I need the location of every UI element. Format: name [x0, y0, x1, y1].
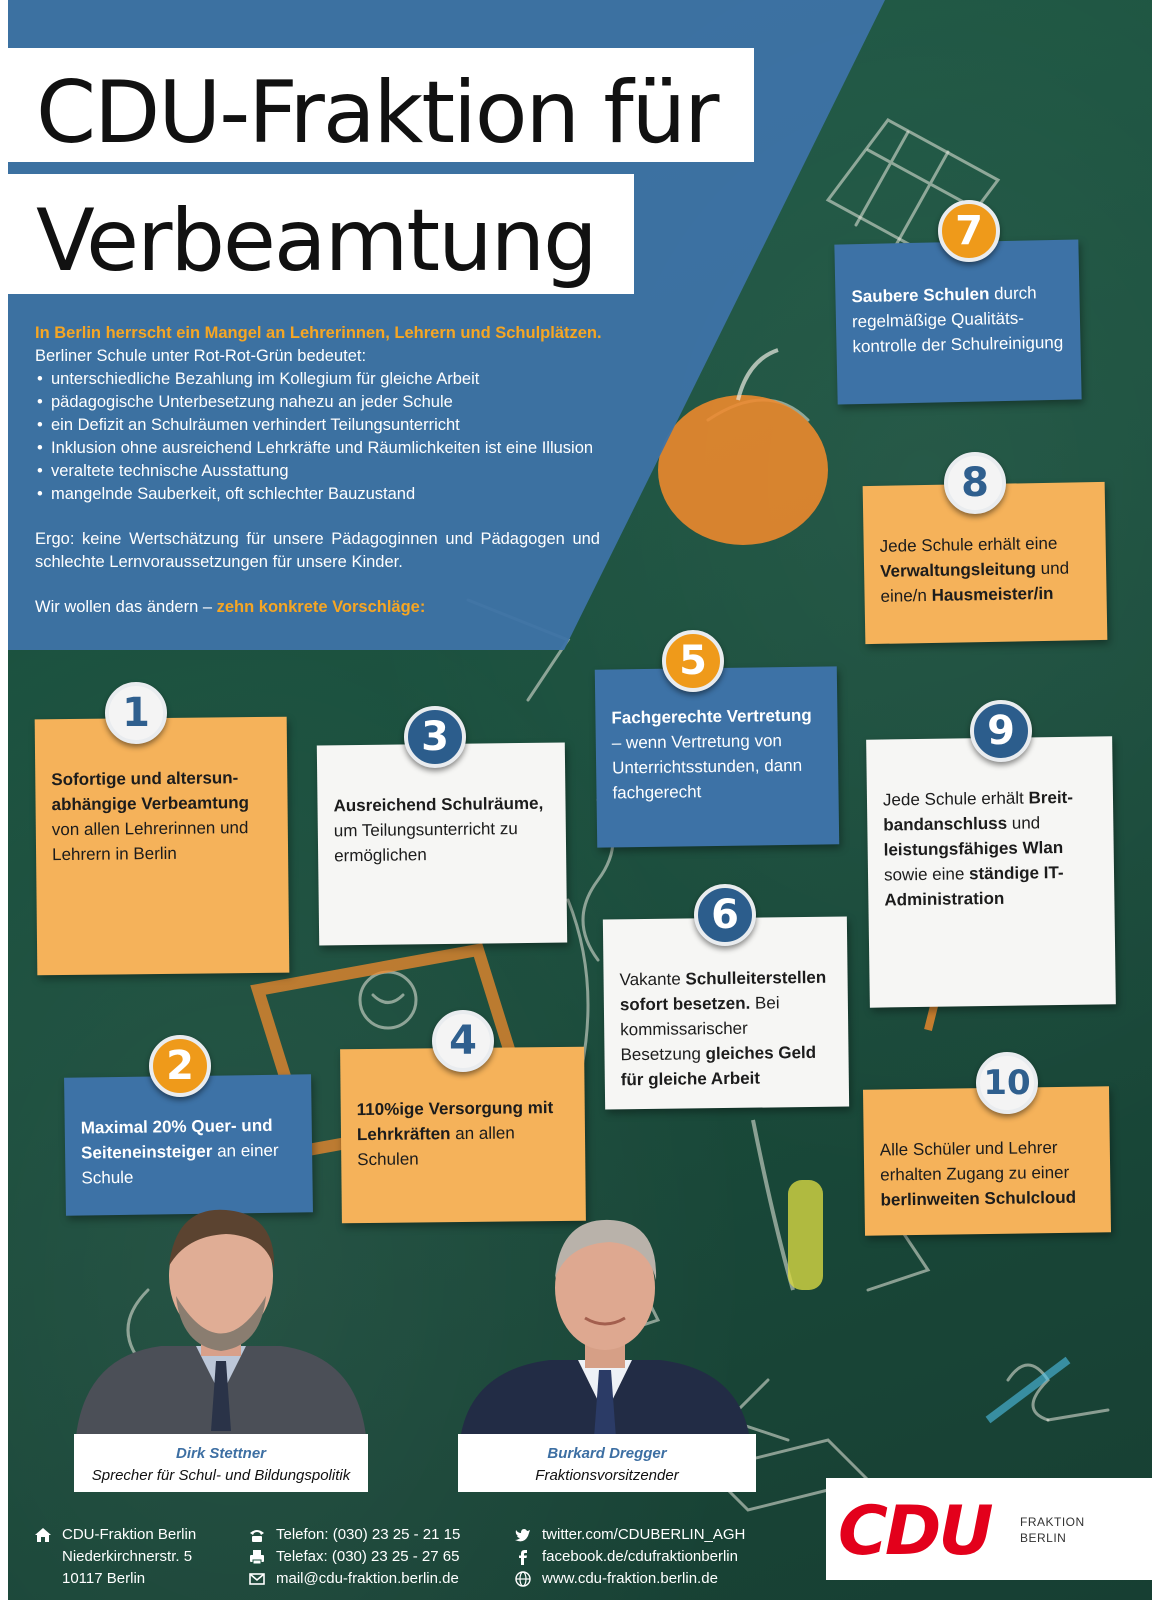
proposal-text-run: Jede Schule erhält	[882, 788, 1029, 810]
intro-call-to-change	[35, 596, 635, 619]
mail-icon	[248, 1570, 266, 1588]
proposal-text-bold: Sofortige und altersun-abhängige Verbeamtung	[51, 768, 250, 815]
proposal-text-bold: Schulleiterstellen sofort besetzen.	[619, 967, 827, 1015]
fax-icon	[248, 1548, 266, 1566]
proposal-text-bold: berlinweiten Schulcloud	[880, 1187, 1077, 1210]
poster	[8, 0, 1152, 1600]
badge-number-10: 10	[976, 1052, 1038, 1114]
intro-lead: Berliner Schule unter Rot-Rot-Grün bedeutet:	[35, 347, 367, 365]
proposal-text-bold: Hausmeister/in	[931, 583, 1054, 605]
proposal-text	[879, 530, 1090, 609]
address-line-1: CDU-Fraktion Berlin	[62, 1526, 197, 1543]
badge-number-5: 5	[662, 630, 724, 692]
address-line-2: Niederkirchnerstr. 5	[62, 1548, 193, 1565]
proposal-text-bold: Ausreichend Schulräume,	[333, 793, 544, 816]
proposal-text-run: Jede Schule erhält eine	[879, 533, 1058, 556]
proposal-card-4	[340, 1047, 586, 1224]
facebook-link[interactable]: facebook.de/cdufraktionberlin	[542, 1548, 738, 1565]
person-caption-1	[74, 1434, 368, 1492]
intro-headline: In Berlin herrscht ein Mangel an Lehrerinnen, Lehrern und Schulplätzen.	[35, 324, 602, 342]
proposal-text-bold: ständige IT-Administration	[884, 862, 1064, 910]
proposal-text-run: an einer Schule	[81, 1140, 279, 1188]
proposal-text-run: und eine/n	[880, 558, 1070, 606]
proposal-text-run: durch regelmäßige Qualitäts-kontrolle der Schulreinigung	[851, 283, 1064, 357]
twitter-icon	[514, 1526, 532, 1544]
proposal-text	[51, 765, 272, 867]
badge-number-7: 7	[938, 200, 1000, 262]
page-title-line-1: CDU-Fraktion für	[8, 48, 754, 162]
page-title-line-2: Verbeamtung	[8, 174, 634, 294]
facebook-icon	[514, 1548, 532, 1566]
portrait-photo-1	[76, 1196, 366, 1436]
badge-number-2: 2	[149, 1035, 211, 1097]
proposal-text-run: Alle Schüler und Lehrer erhalten Zugang zu einer	[879, 1138, 1070, 1185]
proposal-text	[611, 703, 822, 806]
website-link[interactable]: www.cdu-fraktion.berlin.de	[542, 1570, 718, 1587]
proposal-text-bold: Verwaltungsleitung	[879, 559, 1037, 581]
intro-text	[35, 322, 635, 619]
cdu-logo	[826, 1478, 1152, 1580]
portrait-photo-2	[460, 1200, 750, 1440]
fax-number: Telefax: (030) 23 25 - 27 65	[276, 1548, 460, 1565]
twitter-link[interactable]: twitter.com/CDUBERLIN_AGH	[542, 1526, 746, 1543]
cdu-logo-sub1: FRAKTION	[1020, 1515, 1085, 1529]
proposal-card-9	[866, 736, 1116, 1007]
proposal-card-1	[35, 717, 290, 976]
proposal-text	[81, 1113, 297, 1191]
proposal-text-run: Bei kommissarischer Besetzung	[620, 993, 780, 1065]
intro-bullet-list	[35, 368, 635, 506]
intro-bullet: • Inklusion ohne ausreichend Lehrkräfte und Räumlichkeiten ist eine Illusion	[35, 437, 635, 460]
intro-bullet: • mangelnde Sauberkeit, oft schlechter Bauzustand	[35, 483, 635, 506]
person-name: Burkard Dregger	[547, 1445, 667, 1462]
cdu-wordmark-text: CDU	[838, 1492, 991, 1568]
badge-number-1: 1	[105, 682, 167, 744]
badge-number-3: 3	[404, 706, 466, 768]
badge-number-9: 9	[970, 700, 1032, 762]
proposal-card-10	[863, 1086, 1111, 1235]
proposal-text-bold: Maximal 20% Quer- und Seiteneinsteiger	[80, 1115, 273, 1163]
person-name: Dirk Stettner	[175, 1445, 267, 1462]
contact-web-block	[514, 1524, 745, 1590]
proposal-card-5	[595, 666, 839, 847]
proposal-text-run: sowie eine	[883, 864, 970, 885]
address-line-3: 10117 Berlin	[62, 1570, 146, 1587]
proposal-text	[883, 785, 1099, 913]
intro-bullet: • unterschiedliche Bezahlung im Kollegium für gleiche Arbeit	[35, 368, 635, 391]
contact-address	[34, 1524, 196, 1590]
proposal-text-run: an allen Schulen	[357, 1123, 515, 1170]
proposal-text	[880, 1135, 1095, 1213]
contact-phone-block	[248, 1524, 460, 1590]
proposal-card-3	[317, 742, 567, 945]
intro-bullet: • pädagogische Unterbesetzung nahezu an jeder Schule	[35, 391, 635, 414]
badge-number-4: 4	[432, 1010, 494, 1072]
cdu-wordmark	[834, 1488, 1010, 1568]
proposal-card-7	[834, 239, 1081, 404]
proposal-text-bold: gleiches Geld für gleiche Arbeit	[620, 1042, 817, 1090]
cdu-logo-sub2: BERLIN	[1020, 1531, 1067, 1545]
intro-change-prefix: Wir wollen das ändern –	[35, 598, 217, 616]
proposal-text-bold: Saubere Schulen	[851, 284, 990, 307]
phone-number[interactable]: Telefon: (030) 23 25 - 21 15	[276, 1526, 461, 1543]
person-role: Fraktionsvorsitzender	[535, 1467, 679, 1484]
badge-number-6: 6	[694, 884, 756, 946]
proposal-text	[619, 965, 833, 1093]
proposal-text	[851, 280, 1065, 359]
proposal-text-bold: Fachgerechte Vertretung	[611, 705, 812, 728]
globe-icon	[514, 1570, 532, 1588]
proposal-text	[357, 1095, 570, 1172]
proposal-text-run: – wenn Vertretung von Unterrichtsstunden, dann fachgerecht	[611, 731, 803, 803]
intro-bullet: • ein Defizit an Schulräumen verhindert Teilungsunterricht	[35, 414, 635, 437]
intro-change-highlight: zehn konkrete Vorschläge:	[216, 598, 426, 616]
badge-number-8: 8	[944, 452, 1006, 514]
intro-ergo: Ergo: keine Wertschätzung für unsere Pädagoginnen und Pädagogen und schlechte Lernvoraussetzungen für unsere Kinder.	[35, 530, 600, 571]
cdu-logo-subtitle	[1020, 1514, 1085, 1546]
proposal-text-run: von allen Lehrerinnen und Lehrern in Berlin	[51, 818, 249, 865]
mail-link[interactable]: mail@cdu-fraktion.berlin.de	[276, 1570, 459, 1587]
proposal-text-run: um Teilungsunterricht zu ermöglichen	[333, 819, 518, 866]
phone-icon	[248, 1526, 266, 1544]
proposal-text-run: und	[1006, 813, 1041, 833]
person-role: Sprecher für Schul- und Bildungspolitik	[91, 1467, 351, 1484]
person-caption-2	[458, 1434, 756, 1492]
proposal-text-bold: leistungsfähiges Wlan	[883, 837, 1064, 860]
proposal-text	[333, 791, 550, 869]
intro-bullet: • veraltete technische Ausstattung	[35, 460, 635, 483]
proposal-text-run: Vakante	[619, 969, 686, 990]
proposal-text-bold: 110%ige Versorgung mit Lehrkräften	[356, 1098, 554, 1145]
home-icon	[34, 1526, 52, 1544]
proposal-text-bold: Breit-bandanschluss	[883, 787, 1074, 835]
